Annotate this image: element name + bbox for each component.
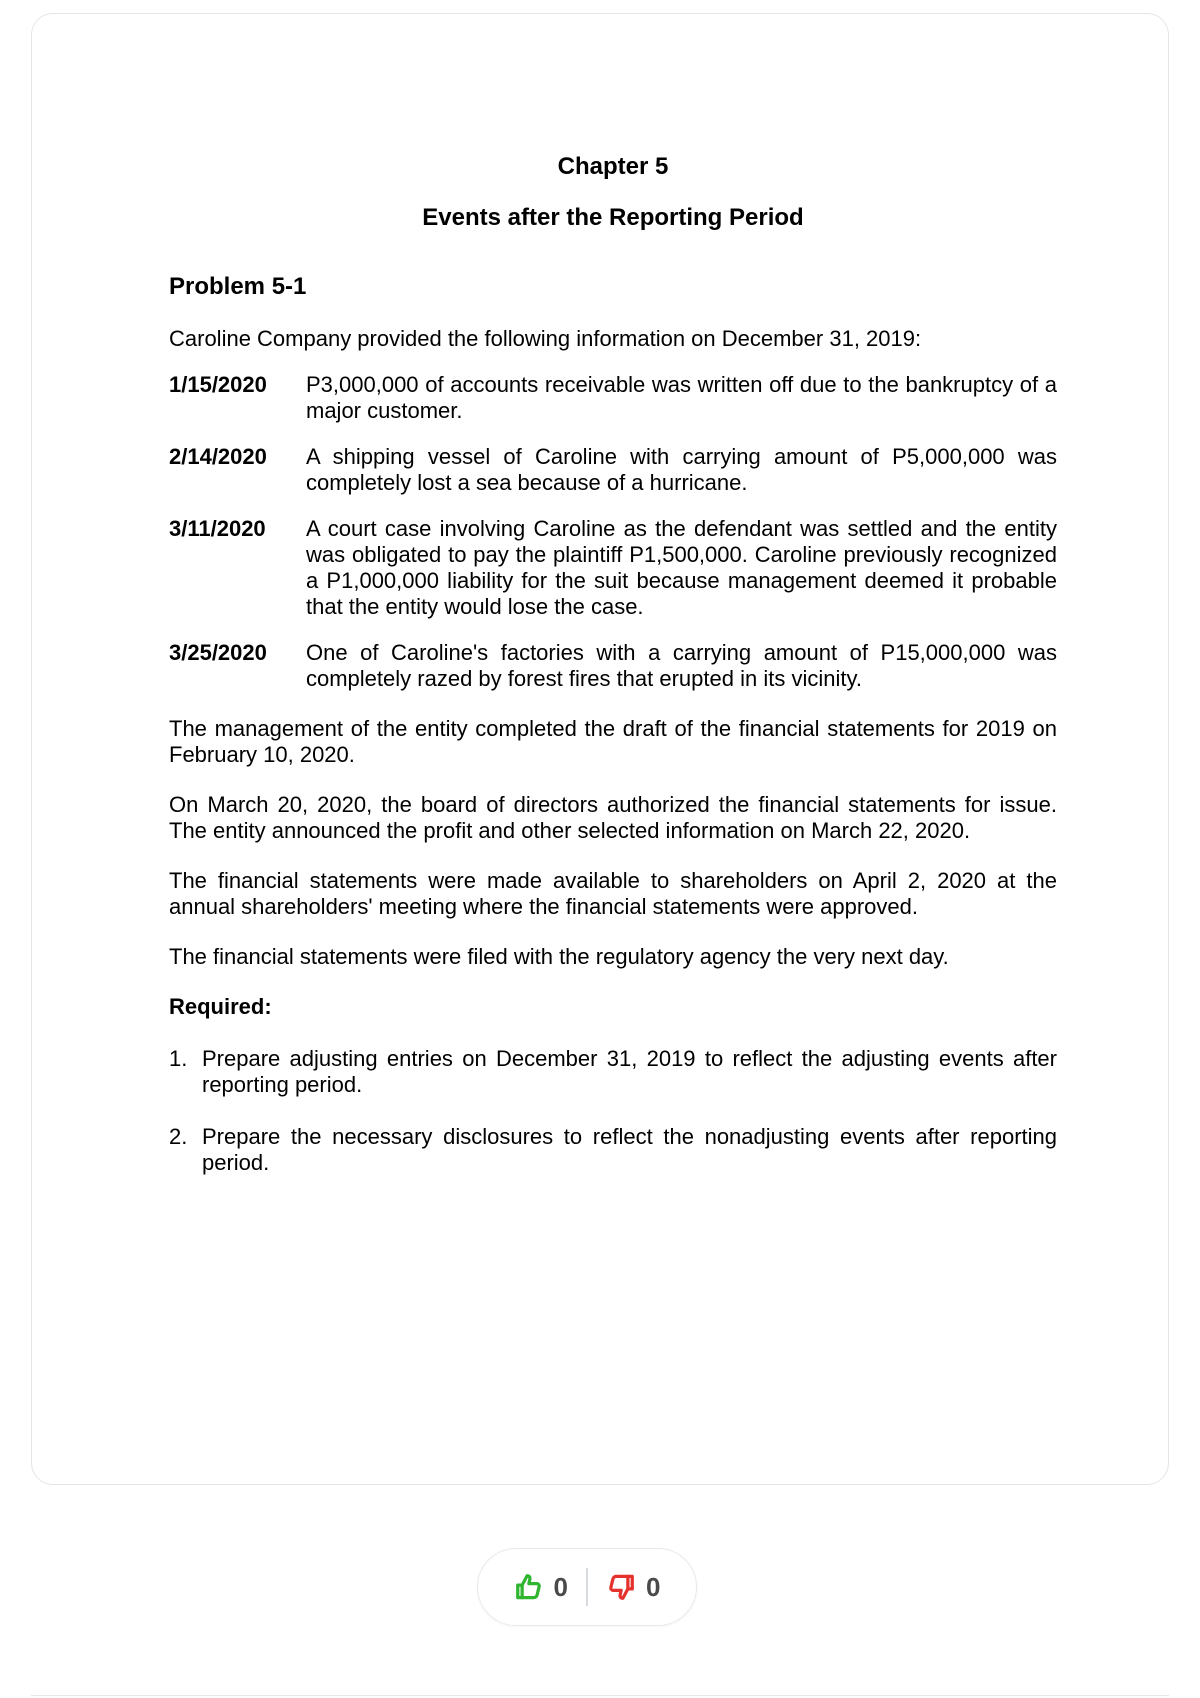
downvote-button[interactable]	[596, 1572, 670, 1603]
event-item	[169, 516, 1057, 620]
chapter-heading: Chapter 5	[557, 153, 669, 180]
event-description: A shipping vessel of Caroline with carrying amount of P5,000,000 was completely lost a sea because of a hurricane.	[306, 444, 1057, 495]
downvote-count: 0	[646, 1571, 661, 1602]
upvote-count: 0	[553, 1571, 568, 1602]
chapter-title: Events after the Reporting Period	[422, 204, 804, 231]
event-date: 3/25/2020	[169, 640, 267, 665]
event-item	[169, 372, 1057, 424]
required-label: Required:	[169, 994, 272, 1019]
required-item-number: 2.	[169, 1124, 188, 1149]
vote-divider	[586, 1568, 588, 1606]
event-date: 1/15/2020	[169, 372, 267, 397]
problem-intro: Caroline Company provided the following information on December 31, 2019:	[169, 326, 922, 351]
event-description: P3,000,000 of accounts receivable was written off due to the bankruptcy of a major customer.	[306, 372, 1057, 423]
document-page	[169, 138, 1057, 1176]
paragraph: The financial statements were made available to shareholders on April 2, 2020 at the annual shareholders' meeting where the financial statements were approved.	[169, 868, 1057, 919]
divider	[31, 1695, 1169, 1696]
event-date: 3/11/2020	[169, 516, 266, 541]
thumbs-down-icon	[606, 1572, 636, 1602]
required-item-text: Prepare adjusting entries on December 31, 2019 to reflect the adjusting events after reporting period.	[202, 1046, 1057, 1097]
required-item-number: 1.	[169, 1046, 188, 1071]
required-item	[169, 1046, 1057, 1098]
thumbs-up-icon	[514, 1572, 544, 1602]
paragraph: The financial statements were filed with the regulatory agency the very next day.	[169, 944, 949, 969]
required-item-text: Prepare the necessary disclosures to reflect the nonadjusting events after reporting period.	[202, 1124, 1057, 1175]
event-description: A court case involving Caroline as the defendant was settled and the entity was obligated to pay the plaintiff P1,500,000. Caroline previously recognized a P1,000,000 liability for the suit because management deemed it probable that the entity would lose the case.	[306, 516, 1057, 619]
upvote-button[interactable]	[504, 1572, 578, 1603]
event-item	[169, 640, 1057, 692]
required-item	[169, 1124, 1057, 1176]
paragraph: The management of the entity completed the draft of the financial statements for 2019 on February 10, 2020.	[169, 716, 1057, 767]
vote-bar	[477, 1548, 697, 1626]
problem-title: Problem 5-1	[169, 273, 307, 300]
event-date: 2/14/2020	[169, 444, 267, 469]
event-item	[169, 444, 1057, 496]
paragraph: On March 20, 2020, the board of directors authorized the financial statements for issue. The entity announced the profit and other selected information on March 22, 2020.	[169, 792, 1057, 843]
event-description: One of Caroline's factories with a carrying amount of P15,000,000 was completely razed by forest fires that erupted in its vicinity.	[306, 640, 1057, 691]
